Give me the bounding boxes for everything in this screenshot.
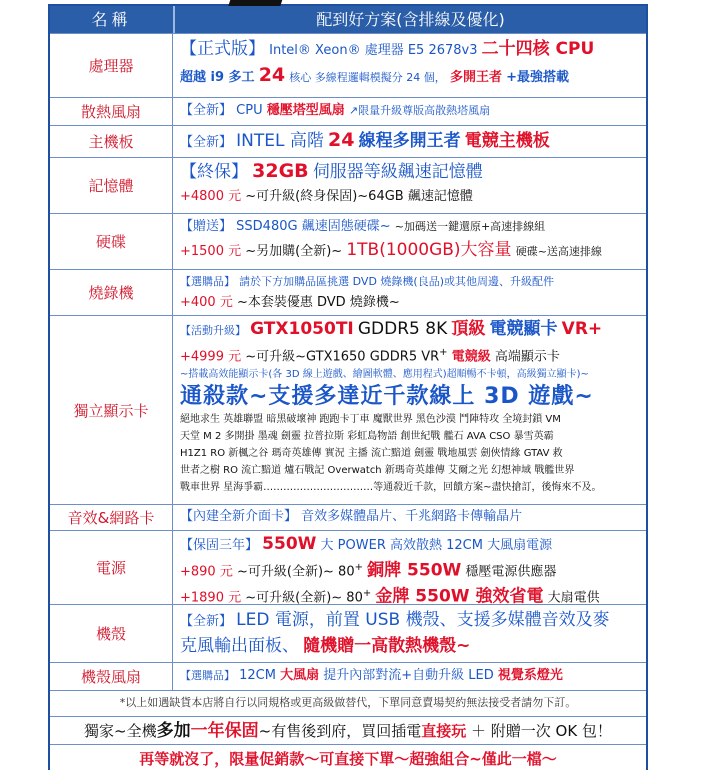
- row-label-disk: 硬碟: [50, 214, 173, 269]
- row-spec-psu: [174, 531, 646, 604]
- gpu-slogan: 通殺款~支援多達近千款線上 3D 遊戲~: [180, 384, 594, 410]
- footer-promo: 再等就沒了，限量促銷款～可直接下單～超強組合~僅此一檔～: [50, 744, 646, 770]
- cooler-text2: ↗限量升級尊版高散熱塔風扇: [348, 104, 491, 117]
- cpu-king: 多開王者: [449, 70, 502, 85]
- gpu-upgrade-grade: 電競級: [451, 349, 491, 365]
- row-case-fan: [50, 662, 646, 690]
- row-label-cpu: 處理器: [50, 34, 173, 97]
- gpu-games-line: 戰車世界 星海爭霸……………………………等通殺近千款，回饋方案~盡快搶訂，後悔來不及。: [180, 482, 602, 494]
- footer-text-c: 一年保固: [190, 721, 259, 741]
- cooler-text1: CPU: [236, 103, 263, 118]
- gpu-upgrade-end: 高端顯示卡: [494, 349, 560, 365]
- footer-text-d: ~有售後到府，買回插電: [258, 722, 422, 740]
- disk-desc: SSD480G 飆速固態硬碟~: [236, 219, 391, 234]
- row-spec-ram: [174, 158, 646, 213]
- row-label-burner: 燒錄機: [50, 270, 173, 315]
- psu-upgrade2-price: +1890 元: [180, 590, 242, 604]
- burner-price: +400 元: [180, 295, 233, 310]
- row-burner: [50, 269, 646, 315]
- gpu-upgrade-text: ~可升級~GTX1650 GDDR5 VR: [245, 349, 440, 365]
- cpu-mid: 核心 多線程邏輯模擬分 24 個，: [289, 71, 446, 84]
- cpu-prefix: 超越 i9 多工: [180, 70, 255, 85]
- cooler-highlight: 穩壓塔型風扇: [266, 103, 345, 118]
- psu-upgrade1-price: +890 元: [180, 564, 233, 580]
- footer-warranty: [50, 716, 646, 744]
- burner-tag: 【選購品】: [180, 275, 235, 288]
- psu-upgrade2-plus: +: [362, 588, 372, 600]
- cpu-cores: 二十四核 CPU: [481, 39, 595, 59]
- row-spec-case-fan: [174, 663, 646, 690]
- psu-desc: 大 POWER 高效散熱 12CM 大風扇電源: [320, 538, 553, 553]
- row-spec-audio: [174, 505, 646, 530]
- ram-desc: 伺服器等級飆速記憶體: [312, 162, 483, 182]
- board-text2: 線程多開王者: [358, 131, 461, 151]
- psu-tag: 【保固三年】: [180, 538, 259, 553]
- board-text1: INTEL 高階: [236, 131, 324, 151]
- gpu-games-list: [180, 411, 640, 496]
- psu-upgrade1-plus: +: [354, 562, 363, 573]
- footer-text-f: ＋ 附贈一次 OK 包！: [466, 722, 612, 740]
- disk-upgrade-text1: ~另加購(全新)~: [245, 244, 343, 259]
- row-spec-gpu: [174, 316, 646, 504]
- psu-upgrade2-grade: 金牌 550W 強效省電: [375, 586, 544, 604]
- gpu-games-line: 天堂 M 2 多開掛 墨魂 劍靈 拉普拉斯 彩虹島物語 創世紀戰 艦石 AVA CSO 暴雪英霸: [180, 431, 554, 443]
- gpu-upgrade-price: +4999 元: [180, 349, 242, 365]
- gpu-games-line: 世者之樹 RO 流亡黯道 爐石戰記 Overwatch 新瑪奇英雄傳 艾爾之光 幻想神域 戰艦世界: [180, 465, 575, 477]
- gpu-tag: 【活動升級】: [180, 324, 246, 337]
- header-spec-col: 配到好方案(含排線及優化): [316, 10, 505, 29]
- psu-upgrade1-end: 穩壓電源供應器: [465, 564, 557, 580]
- row-case: [50, 604, 646, 662]
- row-label-case-fan: 機殼風扇: [50, 663, 173, 690]
- psu-upgrade1-grade: 銅牌 550W: [367, 560, 462, 581]
- disk-upgrade-text2: 硬碟~送高速排線: [515, 245, 602, 258]
- row-label-gpu: 獨立顯示卡: [50, 316, 173, 504]
- gpu-mem: GDDR5 8K: [357, 319, 448, 339]
- row-spec-cooler: [174, 98, 646, 125]
- row-label-board: 主機板: [50, 126, 173, 157]
- case-fan-highlight2: 視覺系燈光: [497, 668, 563, 683]
- row-ram: [50, 157, 646, 213]
- case-fan-tag: 【選購品】: [180, 669, 235, 682]
- row-board: [50, 125, 646, 157]
- cpu-end: +最強搭載: [506, 70, 569, 85]
- burner-price-text: ~本套裝優惠 DVD 燒錄機~: [236, 295, 400, 310]
- row-label-audio: 音效&網路卡: [50, 505, 173, 530]
- board-tag: 【全新】: [180, 135, 233, 150]
- row-cooler: [50, 97, 646, 125]
- audio-desc: 音效多媒體晶片、千兆網路卡傳輸晶片: [301, 509, 523, 524]
- gpu-grade: 頂級: [451, 319, 486, 339]
- ram-upgrade-text: ~可升級(終身保固)~64GB 飆速記憶體: [245, 189, 473, 204]
- audio-tag: 【內建全新介面卡】: [180, 509, 298, 524]
- row-label-psu: 電源: [50, 531, 173, 604]
- case-fan-text2: 提升內部對流+自動升級 LED: [323, 668, 494, 683]
- row-disk: [50, 213, 646, 269]
- cpu-tag: 【正式版】: [180, 39, 265, 59]
- gpu-games-line: H1Z1 RO 新楓之谷 瑪奇英雄傳 實況 主播 流亡黯道 劍靈 戰地風雲 劍俠情緣 GTAV 救: [180, 448, 563, 460]
- gpu-note: ~搭載高效能顯示卡(各 3D 線上遊戲、繪圖軟體、應用程式)超順暢不卡頓，高級獨立顯卡)~: [180, 369, 589, 381]
- row-gpu: [50, 315, 646, 504]
- row-cpu: [50, 33, 646, 97]
- header-name-col: 名稱: [91, 10, 132, 29]
- gpu-vr: VR+: [561, 319, 603, 339]
- disclaimer-note: *以上如遇缺貨本店將自行以同規格或更高級做替代，下單同意賣場契約無法接受者請勿下訂。: [50, 690, 646, 716]
- row-label-ram: 記憶體: [50, 158, 173, 213]
- psu-upgrade2-end: 大扇電供: [547, 590, 600, 604]
- cpu-model: Intel® Xeon® 處理器 E5 2678v3: [269, 43, 478, 58]
- case-fan-highlight: 大風扇: [280, 668, 320, 683]
- row-spec-burner: [174, 270, 646, 315]
- row-audio: [50, 504, 646, 530]
- table-header: [50, 6, 646, 33]
- disk-tag: 【贈送】: [180, 219, 233, 234]
- ram-tag: 【終保】: [180, 162, 248, 182]
- gpu-model: GTX1050TI: [250, 319, 354, 339]
- cooler-tag: 【全新】: [180, 103, 233, 118]
- row-spec-disk: [174, 214, 646, 269]
- disk-desc2: ~加碼送一鍵還原+高速排線組: [394, 220, 546, 233]
- gpu-upgrade-plus: +: [439, 347, 448, 358]
- footer-text-a: 獨家~全機: [84, 722, 157, 740]
- case-desc2: 克風輸出面板、: [180, 636, 299, 656]
- row-spec-case: [174, 605, 646, 662]
- disk-upgrade-big: 1TB(1000GB)大容量: [346, 240, 512, 260]
- footer-text-e: 直接玩: [421, 722, 467, 740]
- ram-capacity: 32GB: [252, 160, 309, 182]
- spec-sheet: [48, 4, 648, 770]
- board-highlight: 電競主機板: [464, 131, 550, 151]
- row-label-cooler: 散熱風扇: [50, 98, 173, 125]
- gpu-games-line: 絕地求生 英雄聯盟 暗黑破壞神 跑跑卡丁車 魔獸世界 黑色沙漠 鬥陣特攻 全境封鎖 VM: [180, 414, 561, 426]
- cpu-num: 24: [258, 64, 286, 86]
- board-num: 24: [328, 129, 355, 151]
- gpu-grade2: 電競顯卡: [489, 319, 558, 339]
- psu-upgrade2-text: ~可升級(全新)~ 80: [245, 590, 363, 604]
- row-label-case: 機殼: [50, 605, 173, 662]
- row-spec-board: [174, 126, 646, 157]
- burner-desc: 請於下方加購品區挑選 DVD 燒錄機(良品)或其他周邊、升級配件: [239, 275, 554, 288]
- case-desc1: LED 電源，前置 USB 機殼、支援多媒體音效及麥: [236, 610, 610, 630]
- footer-text-b: 多加: [156, 721, 191, 741]
- case-tag: 【全新】: [180, 614, 233, 629]
- case-highlight: 隨機贈一高散熱機殼~: [303, 636, 471, 656]
- case-fan-text1: 12CM: [239, 668, 276, 683]
- psu-watt: 550W: [262, 534, 317, 554]
- ram-upgrade-price: +4800 元: [180, 189, 242, 204]
- disk-upgrade-price: +1500 元: [180, 244, 242, 259]
- row-spec-cpu: [174, 34, 646, 97]
- psu-upgrade1-text: ~可升級(全新)~ 80: [236, 564, 355, 580]
- row-psu: [50, 530, 646, 604]
